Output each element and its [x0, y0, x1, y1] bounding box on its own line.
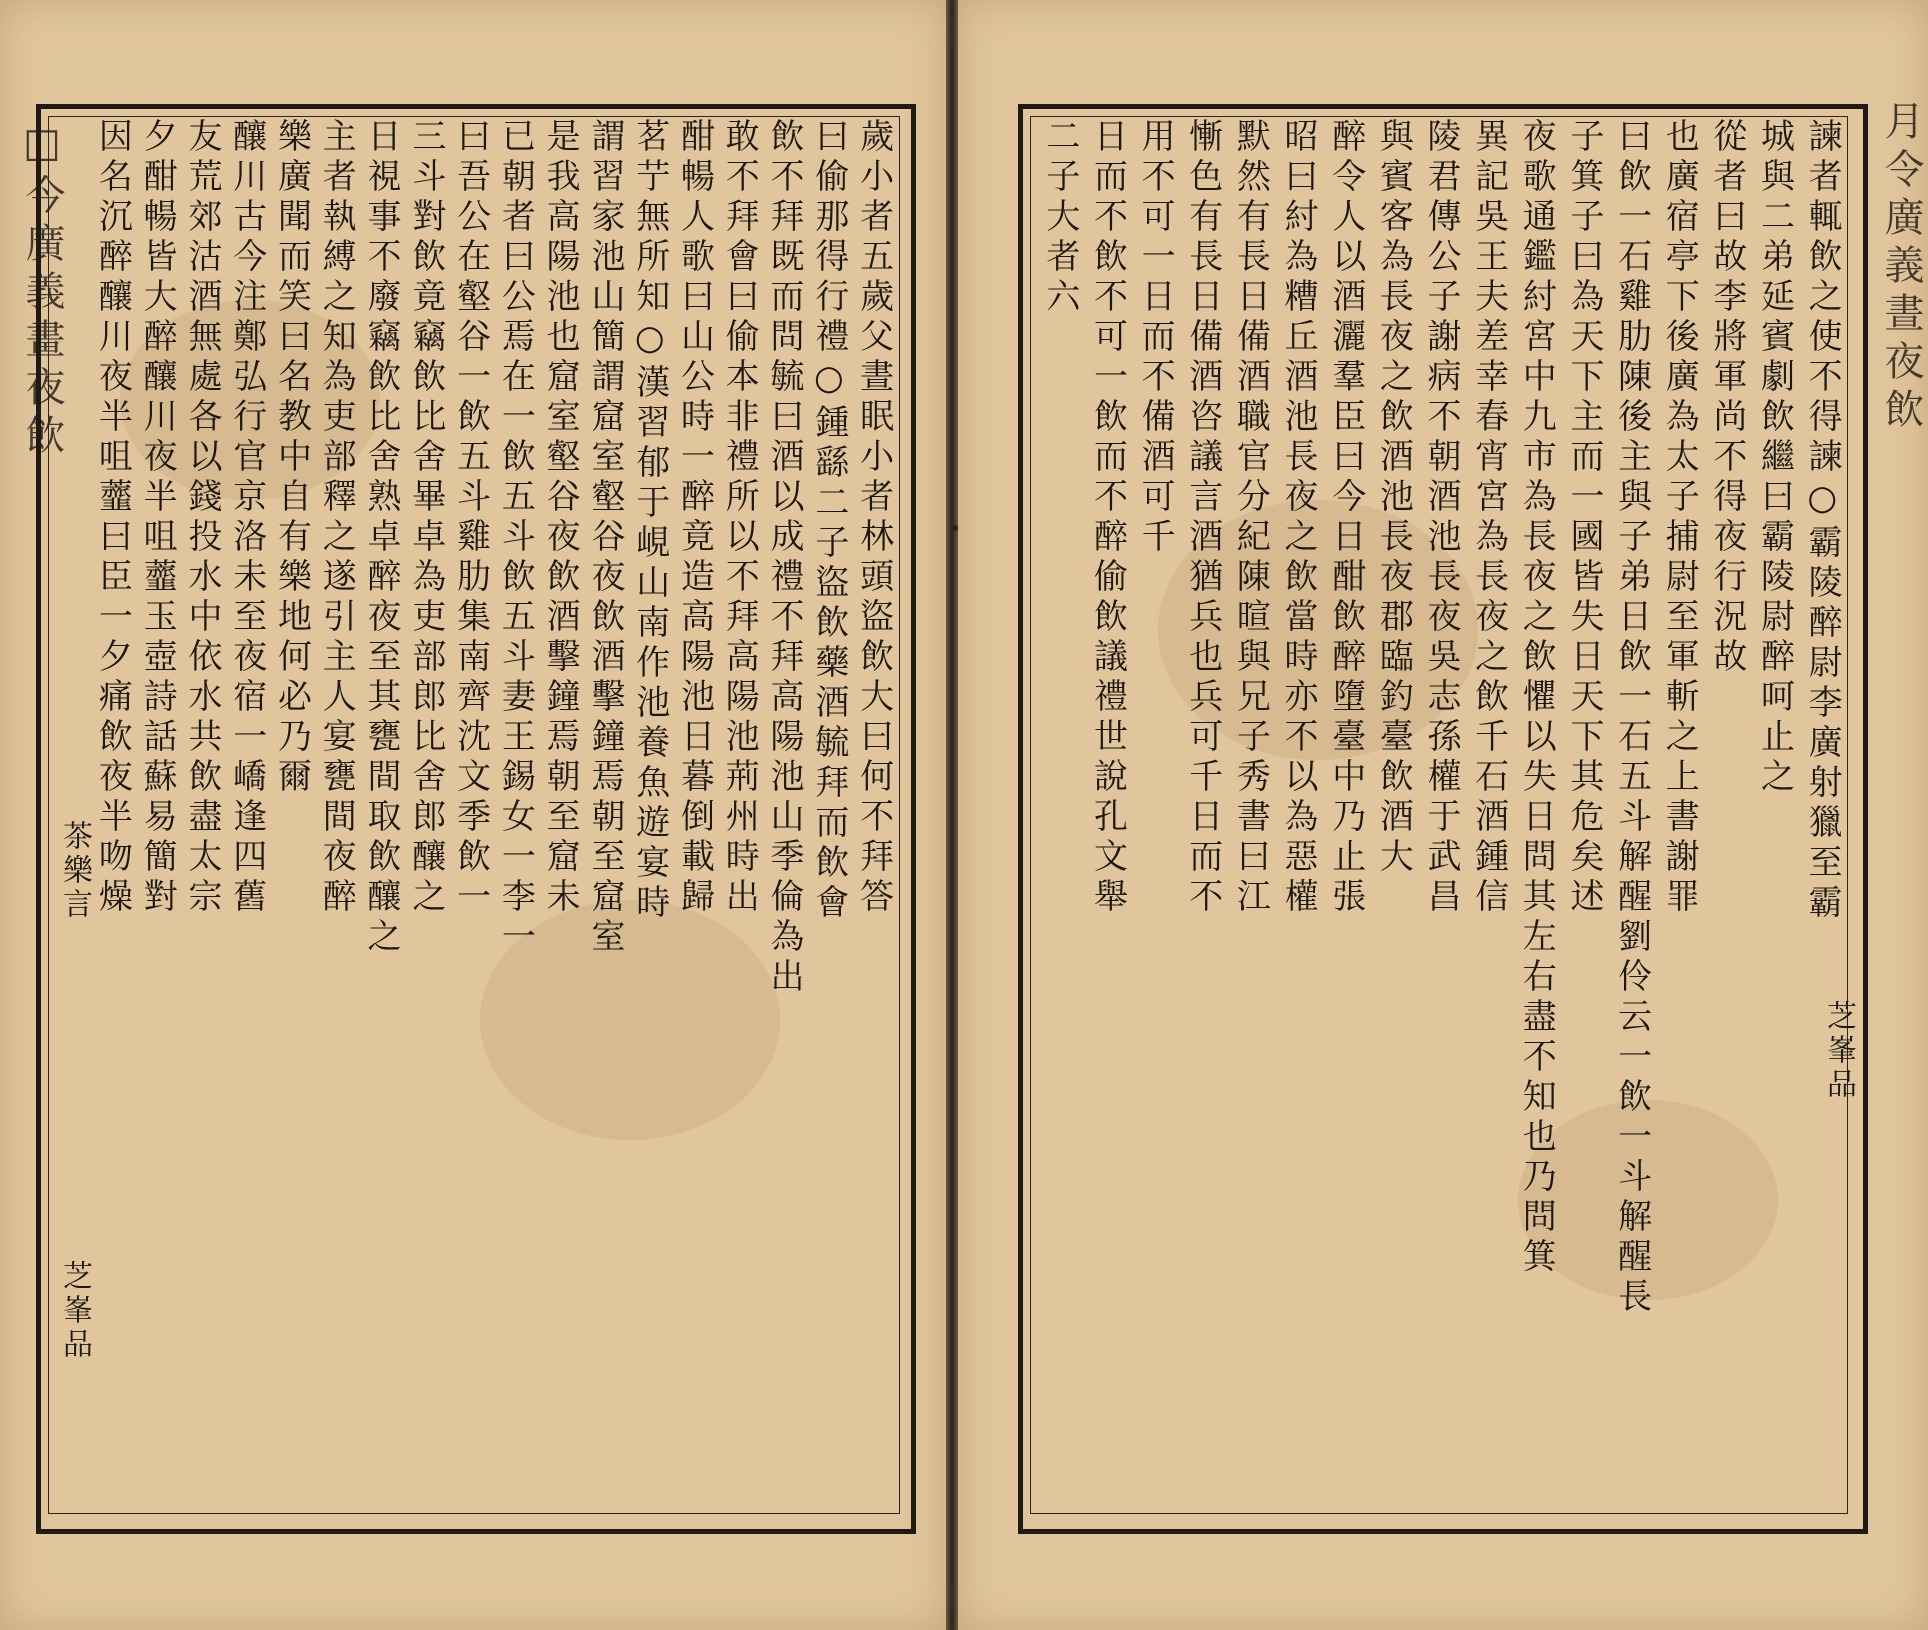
right-column-text: 陵君傳公子謝病不朝酒池長夜吳志孫權于武昌: [1421, 118, 1461, 918]
right-column-text: 與賓客為長夜之飲酒池長夜郡臨釣臺飲酒大: [1373, 118, 1414, 878]
right-column: [1085, 118, 1129, 918]
book-gutter: [946, 0, 958, 1630]
left-column-text: 歲小者五歲父晝眠小者林頭盜飲大曰何不拜答: [853, 118, 894, 918]
left-column-text: 曰偷那得行禮○鍾繇二子盜飲藥酒毓拜而飲會: [808, 118, 849, 924]
right-column-text: 從者曰故李將軍尚不得夜行況故: [1706, 118, 1747, 678]
left-column-text: 日視事不廢竊飲比舍熟卓醉夜至其甕間取飲釀之: [361, 118, 402, 958]
right-column: [1657, 118, 1701, 918]
right-column: [1181, 118, 1225, 918]
binding-hole: [952, 525, 958, 531]
right-page: [958, 0, 1928, 1630]
left-column: [628, 118, 672, 924]
right-column: [1133, 118, 1177, 558]
left-column: [359, 118, 403, 958]
right-edge-title: 月令廣義晝夜飲: [1878, 100, 1924, 436]
left-column-text: 因名沉醉釀川夜半咀虀曰臣一夕痛飲夜半吻燥: [92, 118, 133, 918]
left-column: [270, 118, 314, 798]
left-column: [449, 118, 493, 918]
right-column: [1419, 118, 1463, 918]
right-column-text: 夜歌通鑑紂宮中九市為長夜之飲懼以失日問其左右盡不知也乃問箕: [1516, 118, 1557, 1278]
right-column: [1753, 118, 1797, 798]
left-column: [538, 118, 582, 918]
left-column: [673, 118, 717, 918]
left-column-text: 謂習家池山簡謂窟室壑谷夜飲酒擊鐘焉朝至窟室: [584, 118, 625, 958]
left-folio: 茶樂言: [57, 820, 92, 922]
right-column-text: 二子大者六: [1039, 118, 1080, 318]
right-column-text: 醉令人以酒灑羣臣曰今日酣飲醉墮臺中乃止張: [1325, 118, 1366, 918]
right-column: [1228, 118, 1272, 918]
left-column-text: 是我高陽池也窟室壑谷夜飲酒擊鐘焉朝至窟未: [540, 118, 581, 918]
left-column: [717, 118, 761, 918]
right-column: [1610, 118, 1654, 1318]
left-column: [135, 118, 179, 918]
right-column: [1800, 118, 1844, 924]
left-page: [0, 0, 946, 1630]
left-column-text: 樂廣聞而笑曰名教中自有樂地何必乃爾: [271, 118, 312, 798]
right-column: [1324, 118, 1368, 918]
left-folio-bottom: 芝峯品: [57, 1260, 92, 1362]
right-column-text: 曰飲一石雞肋陳後主與子弟日飲一石五斗解醒劉伶云一飲一斗解醒長: [1611, 118, 1652, 1318]
left-column: [404, 118, 448, 918]
left-column: [225, 118, 269, 918]
left-edge-title: □今廣義畫夜飲: [19, 120, 65, 462]
left-column-text: 已朝者曰公焉在一飲五斗飲五斗妻王錫女一李一: [495, 118, 536, 958]
right-column-text: 慚色有長日備酒咨議言酒猶兵也兵可千日而不: [1182, 118, 1223, 918]
right-column: [1514, 118, 1558, 1278]
left-column-text: 曰吾公在壑谷一飲五斗雞肋集南齊沈文季飲一: [450, 118, 491, 918]
left-column-text: 茗艼無所知○漢習郁于峴山南作池養魚遊宴時: [629, 118, 670, 924]
right-column-text: 也廣宿亭下後廣為太子捕尉至軍斬之上書謝罪: [1659, 118, 1700, 918]
right-column-text: 異記吳王夫差幸春宵宮為長夜之飲千石酒鍾信: [1468, 118, 1509, 918]
right-column: [1371, 118, 1415, 878]
left-column-text: 飲不拜既而問毓曰酒以成禮不拜高陽池山季倫為出: [764, 118, 805, 998]
right-column-text: 城與二弟延賓劇飲繼曰霸陵尉醉呵止之: [1754, 118, 1795, 798]
right-folio: 芝峯品: [1821, 1000, 1856, 1102]
left-column: [493, 118, 537, 958]
left-column-text: 敢不拜會曰偷本非禮所以不拜高陽池荊州時出: [719, 118, 760, 918]
right-column-text: 用不可一日而不備酒可千: [1135, 118, 1176, 558]
left-column: [180, 118, 224, 918]
left-column: [852, 118, 896, 918]
right-column: [1705, 118, 1749, 678]
left-column-text: 夕酣暢皆大醉釀川夜半咀虀玉壺詩話蘇易簡對: [137, 118, 178, 918]
left-column-text: 友荒郊沽酒無處各以錢投水中依水共飲盡太宗: [181, 118, 222, 918]
right-column: [1467, 118, 1511, 918]
left-column-text: 主者執縛之知為吏部釋之遂引主人宴甕間夜醉: [316, 118, 357, 918]
right-column-text: 諫者輒飲之使不得諫○霸陵醉尉李廣射獵至霸: [1802, 118, 1843, 924]
right-column-text: 昭曰紂為糟丘酒池長夜之飲當時亦不以為惡權: [1278, 118, 1319, 918]
right-column: [1038, 118, 1082, 318]
right-column-text: 日而不飲不可一飲而不醉偷飲議禮世說孔文舉: [1087, 118, 1128, 918]
right-column: [1562, 118, 1606, 918]
left-column: [807, 118, 851, 924]
right-column: [1276, 118, 1320, 918]
left-column: [314, 118, 358, 918]
left-column: [762, 118, 806, 998]
right-column-text: 子箕子曰為天下主而一國皆失日天下其危矣述: [1563, 118, 1604, 918]
left-column: [583, 118, 627, 958]
left-column-text: 三斗對飲竟竊飲比舍畢卓為吏部郎比舍郎釀之: [405, 118, 446, 918]
left-column: [90, 118, 134, 918]
right-column-text: 默然有長日備酒職官分紀陳暄與兄子秀書曰江: [1230, 118, 1271, 918]
left-column-text: 釀川古今注鄭弘行官京洛未至夜宿一嶠逢四舊: [226, 118, 267, 918]
left-column-text: 酣暢人歌曰山公時一醉竟造高陽池日暮倒載歸: [674, 118, 715, 918]
